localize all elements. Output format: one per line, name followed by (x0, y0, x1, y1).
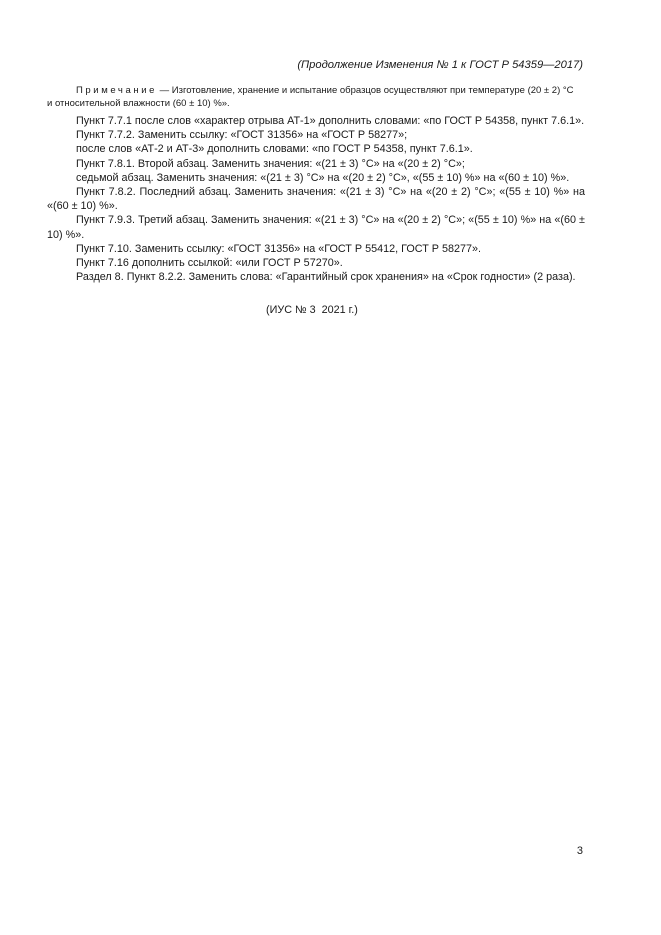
paragraph-7-8-1-cont: седьмой абзац. Заменить значения: «(21 ± 3) °С» на «(20 ± 2) °С», «(55 ± 10) %» на «(60 ± 10) %». (76, 171, 570, 184)
paragraph-7-9-3: Пункт 7.9.3. Третий абзац. Заменить значения: «(21 ± 3) °С» на «(20 ± 2) °С»; «(55 ± 10) %» на «(60 ± 10) %». (47, 214, 585, 241)
paragraph-7-7-2: Пункт 7.7.2. Заменить ссылку: «ГОСТ 31356» на «ГОСТ Р 58277»; (76, 129, 408, 142)
note-second-line: и относительной влажности (60 ± 10) %». (47, 98, 230, 109)
paragraph-7-7-2-cont: после слов «АТ-2 и АТ-3» дополнить словами: «по ГОСТ Р 54358, пункт 7.6.1». (76, 143, 473, 156)
paragraph-7-16: Пункт 7.16 дополнить ссылкой: «или ГОСТ Р 57270». (76, 257, 343, 270)
paragraph-7-8-2: Пункт 7.8.2. Последний абзац. Заменить значения: «(21 ± 3) °С» на «(20 ± 2) °С»; «(55 ± 10) %» на «(60 ± 10) %». (47, 186, 585, 213)
note-text: — Изготовление, хранение и испытание образцов осуществляют при температуре (20 ± 2) °С (157, 85, 574, 96)
ius-reference: (ИУС № 3 2021 г.) (266, 304, 358, 316)
note-first-line (47, 84, 585, 97)
note-block (47, 84, 585, 110)
continuation-header: (Продолжение Изменения № 1 к ГОСТ Р 54359—2017) (297, 59, 583, 71)
amendment-text (47, 114, 585, 284)
paragraph-7-8-1: Пункт 7.8.1. Второй абзац. Заменить значения: «(21 ± 3) °С» на «(20 ± 2) °С»; (76, 157, 465, 170)
page-number: 3 (576, 845, 583, 857)
paragraph-8-2-2: Раздел 8. Пункт 8.2.2. Заменить слова: «Гарантийный срок хранения» на «Срок годности» (2 раза). (76, 271, 576, 284)
paragraph-7-10: Пункт 7.10. Заменить ссылку: «ГОСТ 31356» на «ГОСТ Р 55412, ГОСТ Р 58277». (76, 242, 482, 255)
note-label: Примечание (76, 85, 157, 96)
paragraph-7-7-1: Пункт 7.7.1 после слов «характер отрыва АТ-1» дополнить словами: «по ГОСТ Р 54358, пункт 7.6.1». (76, 115, 585, 127)
